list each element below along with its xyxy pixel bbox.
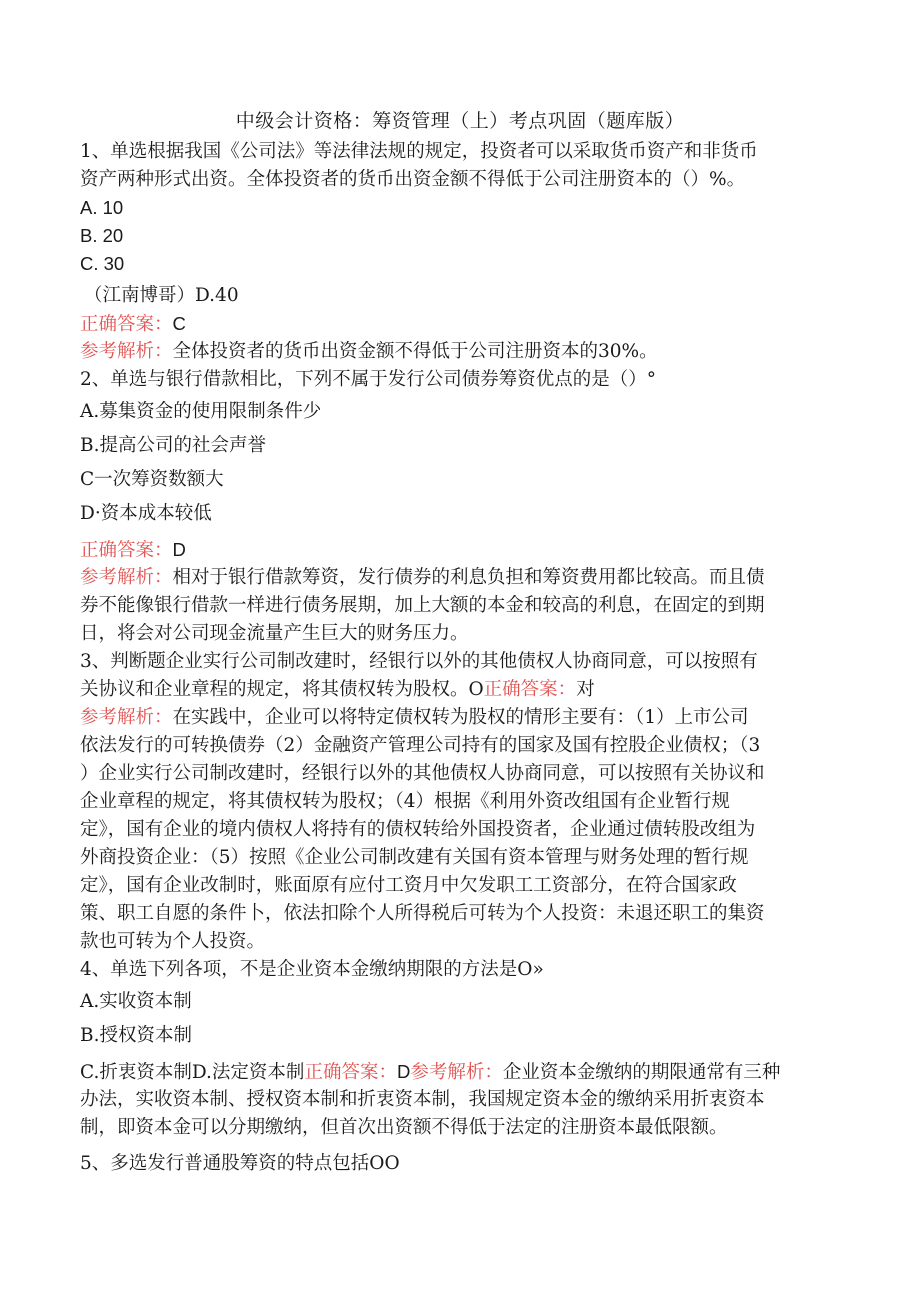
q3-stem-line1: 3、判断题企业实行公司制改建时，经银行以外的其他债权人协商同意，可以按照有 [80, 651, 758, 672]
analysis-label: 参考解析： [80, 707, 173, 728]
answer-label: 正确答案： [304, 1062, 397, 1083]
q2-answer: D [172, 539, 186, 560]
answer-label: 正确答案： [80, 314, 173, 335]
q2-option-b: B.提高公司的社会声誉 [80, 435, 266, 456]
q3-stem-line2 [80, 676, 595, 704]
q2-answer-line [80, 536, 186, 565]
q2-analysis-line3: 日，将会对公司现金流量产生巨大的财务压力。 [80, 623, 469, 644]
q3-analysis-line1 [80, 704, 749, 732]
q4-option-a: A.实收资本制 [80, 991, 192, 1012]
q1-analysis: 全体投资者的货币出资金额不得低于公司注册资本的30%。 [172, 341, 658, 362]
q4-analysis-text1: 企业资本金缴纳的期限通常有三种 [502, 1062, 781, 1083]
q4-option-cd: C.折衷资本制D.法定资本制 [80, 1062, 305, 1083]
q3-analysis-text1: 在实践中，企业可以将特定债权转为股权的情形主要有：（1）上市公司 [172, 707, 749, 728]
analysis-label: 参考解析： [410, 1062, 503, 1083]
q3-analysis-line9: 款也可转为个人投资。 [80, 931, 266, 952]
q2-analysis-text1: 相对于银行借款筹资，发行债券的利息负担和筹资费用都比较高。而且债 [172, 567, 765, 588]
answer-label: 正确答案： [483, 679, 577, 700]
q2-analysis-line1 [80, 564, 765, 592]
q2-option-c: C一次筹资数额大 [80, 469, 224, 490]
q3-analysis-line6: 外商投资企业：（5）按照《企业公司制改建有关国有资本管理与财务处理的暂行规 [80, 847, 749, 868]
document-title: 中级会计资格：筹资管理（上）考点巩固（题库版） [235, 110, 685, 132]
q4-answer: D [396, 1061, 411, 1082]
q3-stem-text2: 关协议和企业章程的规定，将其债权转为股权。O [80, 679, 484, 700]
q1-option-a: A. 10 [80, 197, 124, 218]
q3-analysis-line3: ）企业实行公司制改建时，经银行以外的其他债权人协商同意，可以按照有关协议和 [80, 763, 765, 784]
q2-analysis-line2: 券不能像银行借款一样进行债务展期，加上大额的本金和较高的利息，在固定的到期 [80, 595, 765, 616]
q3-analysis-line7: 定》，国有企业改制时，账面原有应付工资月中欠发职工工资部分，在符合国家政 [80, 875, 737, 896]
q5-stem: 5、多选发行普通股筹资的特点包括OO [80, 1153, 400, 1174]
q1-option-c: C. 30 [80, 253, 125, 274]
q4-options-answer-line [80, 1058, 780, 1087]
q3-answer: 对 [576, 679, 595, 700]
q1-answer-line [80, 310, 186, 339]
q1-option-b: B. 20 [80, 225, 124, 246]
answer-label: 正确答案： [80, 540, 173, 561]
q1-answer: C [172, 313, 186, 334]
q3-analysis-line5: 定》，国有企业的境内债权人将持有的债权转给外国投资者，企业通过债转股改组为 [80, 819, 756, 840]
q4-stem: 4、单选下列各项，不是企业资本金缴纳期限的方法是O» [80, 959, 544, 980]
q1-analysis-line [80, 338, 658, 366]
q2-option-a: A.募集资金的使用限制条件少 [80, 401, 322, 422]
q4-analysis-line3: 制，即资本金可以分期缴纳，但首次出资额不得低于法定的注册资本最低限额。 [80, 1117, 728, 1138]
analysis-label: 参考解析： [80, 341, 173, 362]
q1-stem-line2: 资产两种形式出资。全体投资者的货币出资金额不得低于公司注册资本的（）%。 [80, 169, 746, 190]
q2-stem: 2、单选与银行借款相比，下列不属于发行公司债券筹资优点的是（）° [80, 369, 657, 390]
q1-stem-line1: 1、单选根据我国《公司法》等法律法规的规定，投资者可以采取货币资产和非货币 [80, 141, 758, 162]
q4-option-b: B.授权资本制 [80, 1025, 192, 1046]
q3-analysis-line4: 企业章程的规定，将其债权转为股权；（4）根据《利用外资改组国有企业暂行规 [80, 791, 731, 812]
q2-option-d: D·资本成本较低 [80, 503, 212, 524]
analysis-label: 参考解析： [80, 567, 173, 588]
q1-option-d: （江南博哥）D.40 [84, 285, 239, 306]
q3-analysis-line2: 依法发行的可转换债券（2）金融资产管理公司持有的国家及国有控股企业债权；（3 [80, 735, 761, 756]
q4-analysis-line2: 办法，实收资本制、授权资本制和折衷资本制，我国规定资本金的缴纳采用折衷资本 [80, 1089, 765, 1110]
q3-analysis-line8: 策、职工自愿的条件卜，依法扣除个人所得税后可转为个人投资：未退还职工的集资 [80, 903, 765, 924]
